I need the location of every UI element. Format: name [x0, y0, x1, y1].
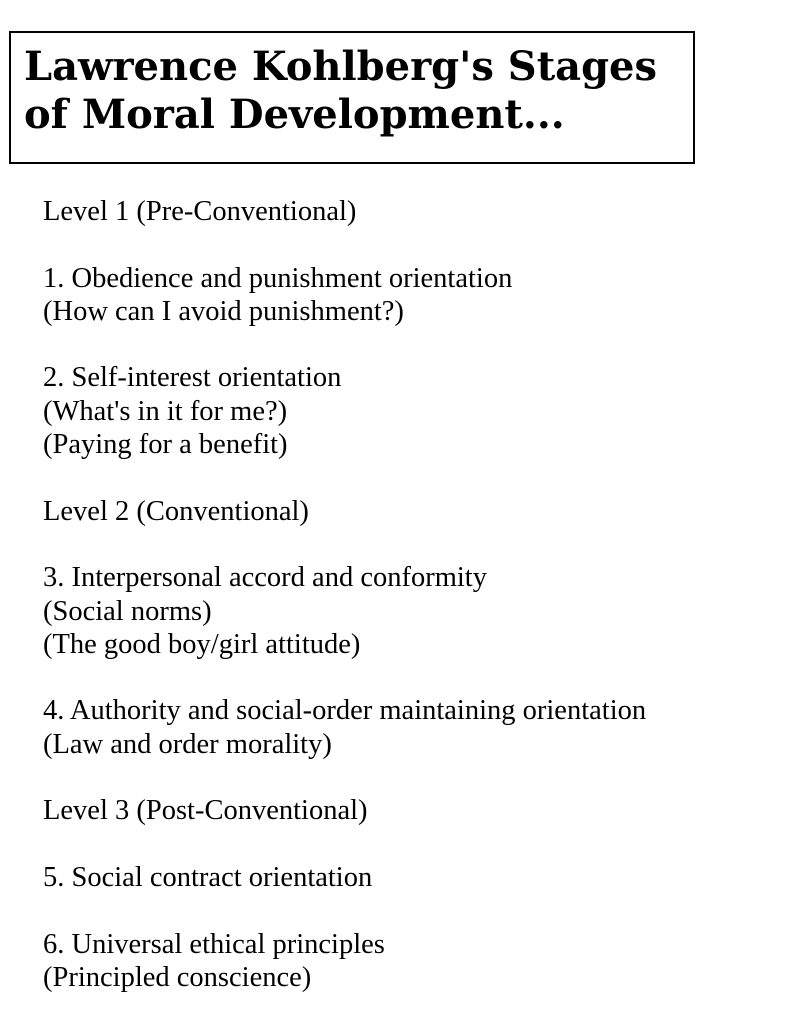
spacer — [43, 828, 783, 861]
spacer — [43, 761, 783, 794]
stage-4-note-1: (Law and order morality) — [43, 728, 332, 760]
stage-3-note-1: (Social norms) — [43, 595, 212, 627]
spacer — [43, 461, 783, 494]
stage-1-name: 1. Obedience and punishment orientation — [43, 262, 513, 294]
stage-3-note-2: (The good boy/girl attitude) — [43, 628, 361, 660]
level-1-heading: Level 1 (Pre-Conventional) — [43, 196, 357, 227]
title-line-1: Lawrence Kohlberg's Stages — [24, 43, 658, 90]
stage-1-note-1: (How can I avoid punishment?) — [43, 295, 404, 327]
stages-list — [43, 195, 783, 994]
title-box — [9, 31, 695, 164]
title-line-2: of Moral Development... — [24, 91, 565, 138]
stage-2-note-1: (What's in it for me?) — [43, 395, 288, 427]
page-title — [24, 43, 657, 139]
spacer — [43, 228, 783, 261]
level-3-heading: Level 3 (Post-Conventional) — [43, 795, 368, 827]
stage-4-name: 4. Authority and social-order maintaining orientation — [43, 695, 647, 727]
spacer — [43, 328, 783, 361]
stage-6-note-1: (Principled conscience) — [43, 961, 312, 993]
stage-3-name: 3. Interpersonal accord and conformity — [43, 562, 487, 594]
stage-6-name: 6. Universal ethical principles — [43, 928, 385, 960]
stage-2-name: 2. Self-interest orientation — [43, 362, 342, 394]
stage-2-note-2: (Paying for a benefit) — [43, 429, 288, 461]
stage-5-name: 5. Social contract orientation — [43, 861, 373, 893]
spacer — [43, 661, 783, 694]
spacer — [43, 528, 783, 561]
level-2-heading: Level 2 (Conventional) — [43, 495, 309, 527]
spacer — [43, 894, 783, 927]
